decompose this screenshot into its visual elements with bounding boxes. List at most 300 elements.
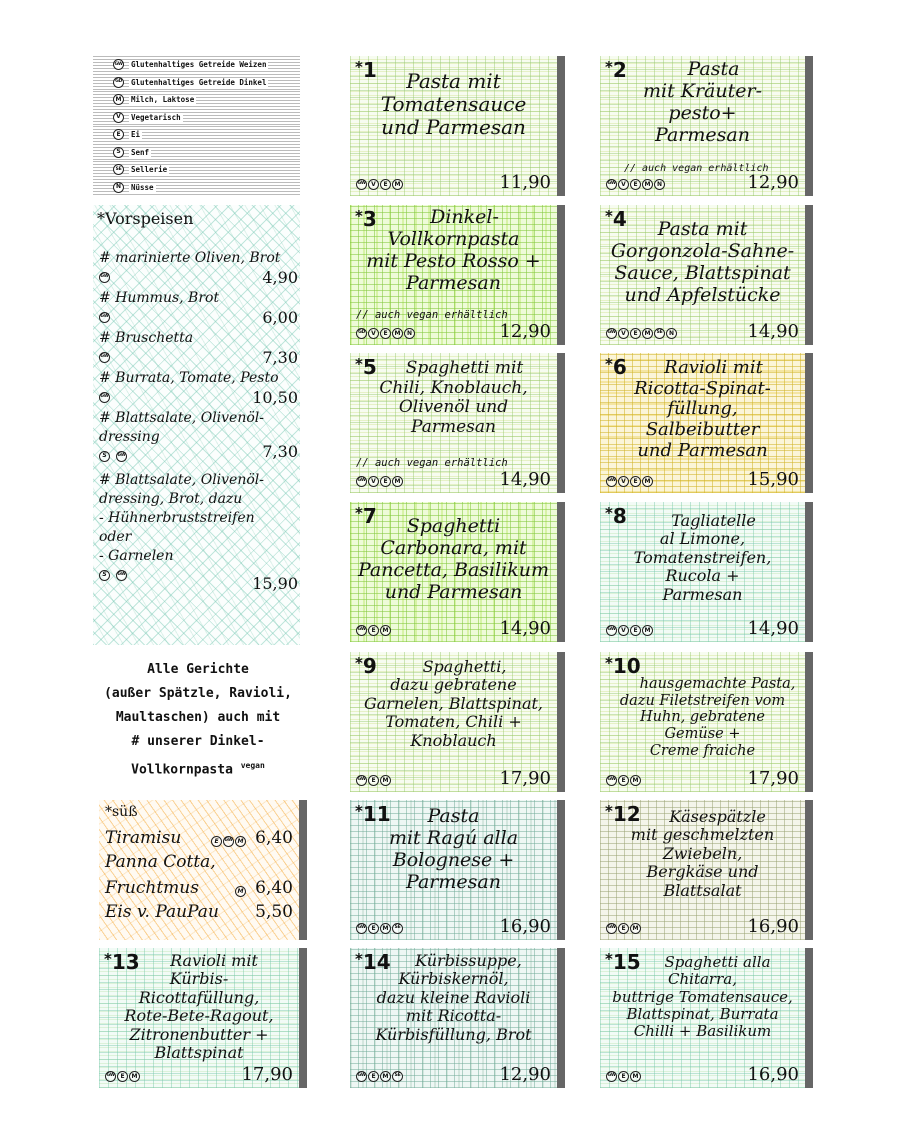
info-line: # unserer Dinkel-	[131, 734, 265, 749]
dish-number-value: 9	[362, 654, 377, 678]
allergen-badge-e: E	[380, 476, 391, 487]
dish-title-line: Knoblauch	[410, 730, 497, 750]
allergen-badge-v: V	[368, 328, 379, 339]
dish-card-10	[600, 652, 805, 792]
dish-title-line: Käsespätzle	[669, 807, 766, 826]
allergen-badge-gw: GW	[116, 570, 127, 581]
legend-label: Vegetarisch	[131, 112, 181, 122]
dish-title-line: Parmesan	[406, 870, 501, 893]
allergen-badge-gw: GW	[223, 836, 234, 847]
starter-name-line: # Blattsalate, Olivenöl-	[99, 410, 264, 426]
dish-number: *8	[605, 504, 627, 528]
dessert-item	[105, 852, 293, 872]
dish-price: 16,90	[499, 916, 551, 937]
starter-item	[99, 249, 298, 285]
allergen-badge-m: M	[235, 836, 246, 847]
dish-number: *6	[605, 355, 627, 379]
allergen-badge-m: M	[235, 886, 246, 897]
vorspeisen-heading: *Vorspeisen	[97, 209, 194, 228]
dish-title-line: Creme fraiche	[649, 742, 756, 759]
card-shadow	[557, 353, 565, 493]
legend-label: Glutenhaltiges Getreide Dinkel	[131, 77, 267, 87]
dish-title-line: Vollkornpasta	[387, 227, 520, 250]
allergen-badge-v: V	[113, 112, 124, 123]
starter-item	[99, 471, 298, 593]
dish-card-3	[350, 205, 557, 345]
card-shadow	[805, 353, 813, 493]
dish-title-line: Tagliatelle	[671, 511, 756, 530]
dish-title	[354, 516, 553, 603]
dish-title	[604, 219, 801, 306]
allergen-badge-e: E	[630, 328, 641, 339]
starter-name-line: - Hühnerbruststreifen	[99, 510, 255, 526]
allergen-badge-se: SE	[392, 923, 403, 934]
allergen-badge-m: M	[392, 476, 403, 487]
dish-number-value: 3	[362, 207, 377, 231]
dish-title-line: mit geschmelzten	[630, 825, 775, 845]
dish-title-line: Bergkäse und	[646, 862, 759, 882]
dish-title-line: und Parmesan	[381, 115, 526, 139]
dish-title	[604, 808, 801, 900]
starter-price: 10,50	[252, 388, 298, 407]
allergen-badge-gw: GW	[99, 272, 110, 283]
dish-allergen-badges	[606, 476, 654, 487]
dish-allergen-badges	[356, 328, 416, 339]
dish-number: *15	[605, 950, 641, 974]
info-line	[93, 754, 303, 782]
dish-card-13	[99, 948, 299, 1088]
dish-title-line: Blattsalat	[663, 880, 742, 900]
dish-card-1	[350, 56, 557, 196]
allergen-badge-e: E	[618, 775, 629, 786]
dish-number-value: 6	[612, 355, 627, 379]
card-shadow	[557, 652, 565, 792]
dish-number-value: 14	[362, 950, 391, 974]
allergen-badge-m: M	[630, 923, 641, 934]
dish-title-line: Ravioli mit	[170, 951, 258, 970]
dish-title-line: Pasta mit	[657, 218, 748, 240]
allergen-badge-e: E	[630, 625, 641, 636]
dish-title-line: mit Pesto Rosso +	[366, 249, 541, 272]
allergen-badge-n: N	[113, 182, 124, 193]
dish-card-5	[350, 353, 557, 493]
dish-allergen-badges	[606, 179, 666, 190]
dish-card-9	[350, 652, 557, 792]
dish-title-line: Ricotta-Spinat-	[634, 377, 771, 399]
starter-price: 7,30	[262, 442, 298, 461]
dish-title-line: Spaghetti	[406, 515, 501, 537]
dish-number-value: 8	[612, 504, 627, 528]
starter-item	[99, 409, 298, 464]
dish-title-line: Chili, Knoblauch,	[379, 377, 528, 398]
starter-name-line: dressing, Brot, dazu	[99, 491, 243, 507]
dessert-price: 5,50	[255, 902, 293, 922]
dish-title-line: dazu kleine Ravioli	[376, 987, 531, 1007]
dish-number-value: 12	[612, 802, 641, 826]
legend-label: Ei	[131, 130, 141, 140]
dish-title	[354, 658, 553, 750]
dish-title-line: mit Ricotta-	[405, 1006, 502, 1026]
dish-title-line: Parmesan	[662, 584, 743, 604]
dish-price: 12,90	[499, 1064, 551, 1085]
allergen-badge-n: N	[404, 328, 415, 339]
dish-title-line: Spaghetti alla	[664, 953, 771, 971]
dessert-item	[105, 902, 293, 922]
starter-price: 6,00	[262, 308, 298, 327]
card-shadow	[805, 56, 813, 196]
dish-number: *11	[355, 802, 391, 826]
dish-title-line: Parmesan	[406, 271, 501, 294]
vegan-note: // auch vegan erhältlich	[356, 309, 508, 321]
dish-title	[604, 954, 801, 1040]
dish-title	[604, 358, 801, 461]
dish-number-value: 10	[612, 654, 641, 678]
dish-title-line: Zwiebeln,	[662, 843, 743, 863]
allergen-badge-v: V	[368, 476, 379, 487]
dish-title-line: Kürbis-	[169, 969, 229, 989]
legend-row	[93, 179, 300, 197]
allergen-badge-e: E	[113, 129, 124, 140]
allergen-badge-v: V	[618, 328, 629, 339]
dish-title	[354, 806, 553, 893]
card-shadow	[805, 205, 813, 345]
dish-allergen-badges	[356, 179, 404, 190]
allergen-badge-m: M	[392, 328, 403, 339]
starter-item	[99, 369, 298, 405]
dish-title-line: hausgemachte Pasta,	[639, 676, 796, 692]
dessert-badges	[235, 881, 247, 901]
dish-card-12	[600, 800, 805, 940]
dessert-panel	[99, 800, 299, 940]
card-shadow	[805, 502, 813, 642]
dish-price: 11,90	[499, 172, 551, 193]
dessert-price: 6,40	[255, 878, 293, 898]
legend-row	[93, 109, 300, 127]
dish-title-line: Kürbisfüllung, Brot	[375, 1024, 532, 1044]
dish-title-line: Kürbiskernöl,	[398, 969, 509, 989]
allergen-badge-e: E	[211, 836, 222, 847]
allergen-badge-gw: GW	[606, 625, 617, 636]
starter-item	[99, 289, 298, 325]
info-line: (außer Spätzle, Ravioli,	[104, 686, 292, 701]
allergen-badge-e: E	[630, 179, 641, 190]
dish-number: *13	[104, 950, 140, 974]
dish-card-6	[600, 353, 805, 493]
dish-allergen-badges	[356, 625, 392, 636]
dish-number-value: 2	[612, 58, 627, 82]
legend-label: Senf	[131, 147, 150, 157]
dish-number-value: 4	[612, 207, 627, 231]
dish-title-line: al Limone,	[659, 529, 746, 549]
dish-number-value: 13	[111, 950, 140, 974]
dish-title-line: Chilli + Basilikum	[633, 1022, 772, 1040]
dish-title-line: mit Ragú alla	[388, 826, 519, 849]
dish-title-line: Sauce, Blattspinat	[614, 261, 791, 284]
dish-title-line: Dinkel-	[430, 206, 499, 228]
allergen-badge-se: SE	[654, 328, 665, 339]
allergen-badge-gw: GW	[99, 352, 110, 363]
dessert-name: Tiramisu	[105, 828, 182, 848]
dessert-name: Fruchtmus	[105, 878, 199, 898]
dish-title-line: Pasta	[687, 58, 740, 80]
dish-number: *12	[605, 802, 641, 826]
dish-title-line: Carbonara, mit	[380, 536, 527, 559]
dish-number-value: 1	[362, 58, 377, 82]
allergen-badge-s: S	[113, 147, 124, 158]
dish-card-8	[600, 502, 805, 642]
dish-title-line: Tomatenstreifen,	[633, 547, 772, 567]
legend-label: Glutenhaltiges Getreide Weizen	[131, 60, 267, 70]
allergen-badge-gw: GW	[356, 179, 367, 190]
allergen-badge-e: E	[368, 923, 379, 934]
info-line: Maultaschen) auch mit	[115, 710, 281, 725]
allergen-badge-v: V	[618, 625, 629, 636]
allergen-badge-v: V	[368, 179, 379, 190]
dish-title-line: mit Kräuter-	[643, 79, 762, 102]
starter-name-line: # marinierte Oliven, Brot	[99, 250, 281, 266]
dish-number: *7	[355, 504, 377, 528]
dish-number: *3	[355, 207, 377, 231]
dish-title-line: Chitarra,	[668, 970, 737, 989]
allergen-badge-e: E	[117, 1071, 128, 1082]
dish-title-line: pesto+	[668, 101, 737, 124]
starter-item	[99, 329, 298, 365]
dessert-name: Eis v. PauPau	[105, 902, 219, 922]
allergen-badge-s: S	[99, 570, 110, 581]
dish-card-2	[600, 56, 805, 196]
allergen-legend	[93, 56, 300, 196]
dish-title-line: Spaghetti mit	[405, 358, 524, 378]
legend-label: Nüsse	[131, 182, 154, 192]
dish-allergen-badges	[356, 476, 404, 487]
allergen-badge-e: E	[380, 328, 391, 339]
allergen-badge-gd: GD	[356, 328, 367, 339]
dish-title	[103, 952, 295, 1062]
dish-title-line: Tomatensauce	[380, 92, 527, 116]
allergen-badge-gw: GW	[99, 392, 110, 403]
starter-name-line: dressing	[99, 429, 160, 445]
allergen-badge-e: E	[368, 625, 379, 636]
allergen-badge-gw: GW	[606, 476, 617, 487]
dish-price: 12,90	[499, 321, 551, 342]
dish-number-value: 5	[362, 355, 377, 379]
dish-title-line: Huhn, gebratene	[640, 709, 765, 726]
dish-card-4	[600, 205, 805, 345]
allergen-badge-e: E	[630, 476, 641, 487]
allergen-badge-e: E	[380, 179, 391, 190]
allergen-badge-m: M	[129, 1071, 140, 1082]
dish-title-line: Spaghetti,	[422, 657, 507, 676]
dish-price: 14,90	[499, 618, 551, 639]
legend-row	[93, 91, 300, 109]
starter-name-line: # Bruschetta	[99, 330, 194, 346]
dish-number-value: 7	[362, 504, 377, 528]
dish-allergen-badges	[356, 775, 392, 786]
dish-title-line: und Apfelstücke	[624, 283, 781, 306]
dish-price: 17,90	[241, 1064, 293, 1085]
dish-title	[354, 70, 553, 139]
starter-price: 7,30	[262, 348, 298, 367]
dessert-item	[105, 878, 293, 898]
starter-name-line: # Burrata, Tomate, Pesto	[99, 370, 279, 386]
info-text	[93, 658, 303, 782]
allergen-badge-gd: GD	[113, 77, 124, 88]
allergen-badge-gw: GW	[356, 1071, 367, 1082]
dish-price: 14,90	[499, 469, 551, 490]
dish-title-line: Ravioli mit	[664, 357, 763, 378]
starter-price: 15,90	[252, 574, 298, 593]
dish-title	[604, 59, 801, 146]
dish-price: 17,90	[747, 768, 799, 789]
dish-title-line: Rucola +	[665, 566, 740, 586]
dessert-price: 6,40	[255, 828, 293, 848]
card-shadow	[805, 800, 813, 940]
allergen-badge-gw: GW	[606, 179, 617, 190]
dish-number-value: 15	[612, 950, 641, 974]
vorspeisen-panel	[93, 205, 300, 645]
card-shadow	[805, 652, 813, 792]
dish-price: 14,90	[747, 321, 799, 342]
dish-title-line: Zitronenbutter +	[129, 1024, 269, 1044]
dish-card-11	[350, 800, 557, 940]
dish-title-line: Garnelen, Blattspinat,	[363, 693, 543, 713]
dish-allergen-badges	[356, 923, 404, 934]
dish-number: *14	[355, 950, 391, 974]
allergen-badge-m: M	[642, 179, 653, 190]
dish-title-line: füllung,	[667, 398, 738, 420]
allergen-badge-gw: GW	[116, 451, 127, 462]
dish-allergen-badges	[606, 328, 678, 339]
allergen-badge-gw: GW	[356, 625, 367, 636]
card-shadow	[557, 502, 565, 642]
allergen-badge-gw: GW	[356, 923, 367, 934]
allergen-badge-gw: GW	[606, 1071, 617, 1082]
dish-title-line: Kürbissuppe,	[415, 951, 522, 970]
starter-name-line: oder	[99, 529, 132, 545]
vegan-note: // auch vegan erhältlich	[624, 163, 769, 174]
allergen-badge-v: V	[618, 476, 629, 487]
dish-card-7	[350, 502, 557, 642]
legend-row	[93, 126, 300, 144]
dessert-badges	[211, 831, 247, 851]
allergen-badge-m: M	[642, 625, 653, 636]
dish-title-line: Bolognese +	[392, 848, 515, 871]
starter-name-line: # Blattsalate, Olivenöl-	[99, 472, 264, 488]
dish-title-line: Pancetta, Basilikum	[357, 558, 550, 581]
dish-title-line: dazu Filetstreifen vom	[619, 692, 786, 709]
allergen-badge-gw: GW	[105, 1071, 116, 1082]
dish-title	[604, 512, 801, 604]
allergen-badge-m: M	[630, 775, 641, 786]
dish-card-14	[350, 948, 557, 1088]
dish-title-line: Gorgonzola-Sahne-	[610, 239, 795, 262]
dish-allergen-badges	[606, 1071, 642, 1082]
allergen-badge-gw: GW	[606, 775, 617, 786]
dish-title-line: und Parmesan	[384, 580, 523, 603]
allergen-badge-e: E	[618, 923, 629, 934]
vegan-superscript: vegan	[240, 761, 265, 770]
dish-title-line: Parmesan	[411, 416, 496, 437]
dish-number: *2	[605, 58, 627, 82]
allergen-badge-n: N	[654, 179, 665, 190]
allergen-badge-s: S	[99, 451, 110, 462]
legend-label: Milch, Laktose	[131, 95, 195, 105]
legend-row	[93, 144, 300, 162]
dish-title-line: Parmesan	[655, 123, 750, 146]
dish-title	[354, 207, 553, 294]
dish-title-line: Pasta	[427, 805, 480, 827]
dish-allergen-badges	[606, 923, 642, 934]
dish-title-line: Salbeibutter	[645, 419, 760, 441]
card-shadow	[557, 56, 565, 196]
legend-row	[93, 161, 300, 179]
allergen-badge-n: N	[666, 328, 677, 339]
dish-price: 14,90	[747, 618, 799, 639]
allergen-badge-se: SE	[113, 164, 124, 175]
allergen-badge-m: M	[113, 94, 124, 105]
dish-title-line: Pasta mit	[406, 69, 501, 93]
dish-allergen-badges	[606, 625, 654, 636]
dish-title-line: Tomaten, Chili +	[385, 712, 522, 732]
dish-title	[354, 359, 553, 437]
info-line: Alle Gerichte	[147, 662, 249, 677]
dish-price: 16,90	[747, 1064, 799, 1085]
dish-title-line: Blattspinat, Burrata	[626, 1004, 779, 1023]
allergen-badge-m: M	[380, 923, 391, 934]
dish-title-line: Blattspinat	[154, 1042, 244, 1062]
dish-title-line: und Parmesan	[637, 439, 768, 461]
allergen-badge-gw: GW	[356, 775, 367, 786]
dish-title-line: Gemüse +	[664, 726, 741, 743]
dish-title-line: Ricottafüllung,	[138, 987, 260, 1007]
card-shadow	[557, 800, 565, 940]
legend-row	[93, 74, 300, 92]
dish-title-line: Rote-Bete-Ragout,	[124, 1006, 274, 1026]
dish-allergen-badges	[606, 775, 642, 786]
dessert-heading: *süß	[105, 804, 138, 820]
dish-number: *4	[605, 207, 627, 231]
dish-number: *10	[605, 654, 641, 678]
dish-number: *9	[355, 654, 377, 678]
allergen-badge-gw: GW	[99, 312, 110, 323]
dish-number: *5	[355, 355, 377, 379]
allergen-badge-m: M	[380, 1071, 391, 1082]
starter-price: 4,90	[262, 268, 298, 287]
card-shadow	[299, 948, 307, 1088]
dish-allergen-badges	[105, 1071, 141, 1082]
card-shadow	[557, 205, 565, 345]
allergen-badge-m: M	[630, 1071, 641, 1082]
vegan-note: // auch vegan erhältlich	[356, 457, 508, 469]
dish-number: *1	[355, 58, 377, 82]
starter-name-line: # Hummus, Brot	[99, 290, 220, 306]
allergen-badge-m: M	[380, 775, 391, 786]
dish-card-15	[600, 948, 805, 1088]
dish-number-value: 11	[362, 802, 391, 826]
card-shadow	[557, 948, 565, 1088]
allergen-badge-gw: GW	[606, 923, 617, 934]
dish-title-line: Olivenöl und	[398, 397, 509, 418]
allergen-badge-se: SE	[392, 1071, 403, 1082]
allergen-badge-v: V	[618, 179, 629, 190]
dessert-name: Panna Cotta,	[105, 852, 216, 872]
allergen-badge-gw: GW	[113, 59, 124, 70]
allergen-badge-e: E	[618, 1071, 629, 1082]
allergen-badge-e: E	[368, 1071, 379, 1082]
card-shadow	[805, 948, 813, 1088]
allergen-badge-gw: GW	[356, 476, 367, 487]
allergen-badge-gw: GW	[606, 328, 617, 339]
